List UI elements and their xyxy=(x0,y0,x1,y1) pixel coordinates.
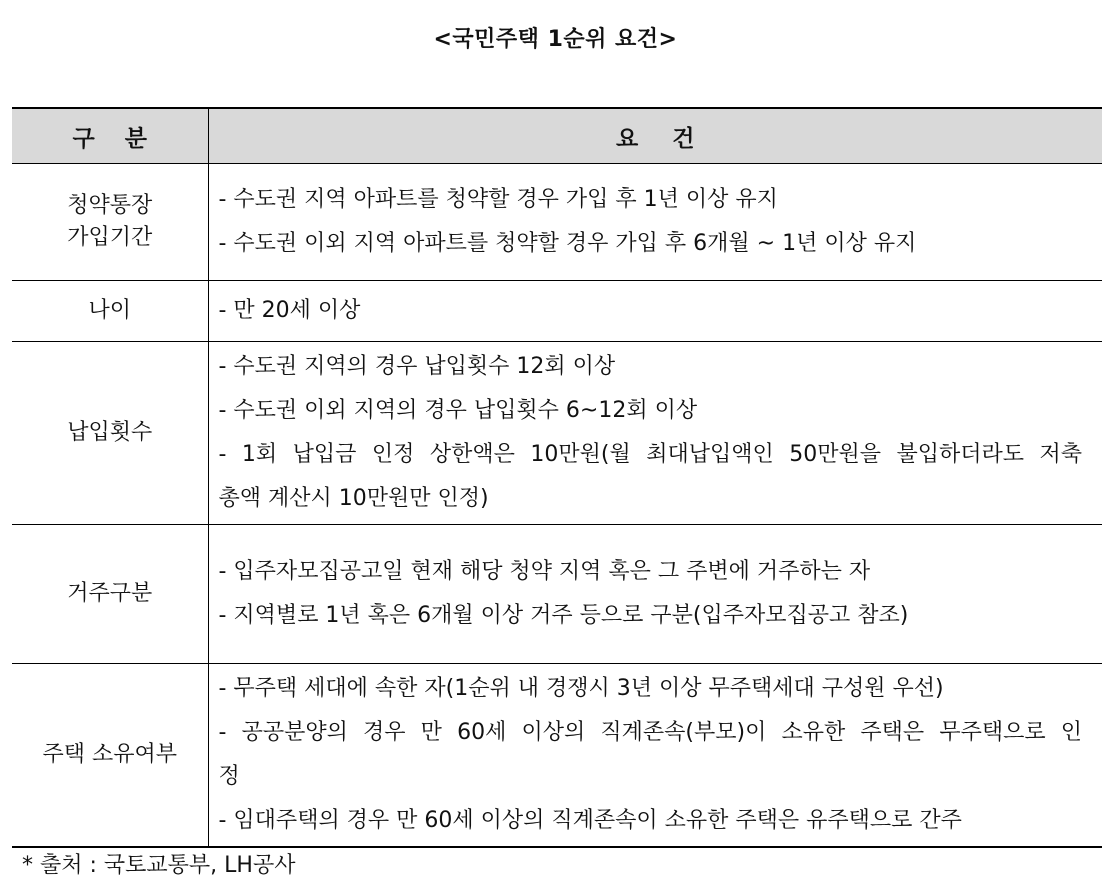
table-row xyxy=(12,664,1102,848)
requirement-line: - 만 20세 이상 xyxy=(218,298,361,323)
row-category xyxy=(12,342,208,525)
table-row xyxy=(12,164,1102,281)
row-category xyxy=(12,164,208,281)
row-category xyxy=(12,664,208,848)
requirement-line: - 수도권 이외 지역의 경우 납입횟수 6~12회 이상 xyxy=(218,398,698,423)
requirement-line: - 임대주택의 경우 만 60세 이상의 직계존속이 소유한 주택은 유주택으로 간주 xyxy=(218,808,962,833)
category-line: 청약통장 xyxy=(67,193,153,218)
table-row xyxy=(12,342,1102,525)
row-requirements xyxy=(208,342,1102,525)
table-header-row xyxy=(12,108,1102,164)
document-title: <국민주택 1순위 요건> xyxy=(433,27,678,52)
row-category xyxy=(12,525,208,664)
requirement-line: - 수도권 이외 지역 아파트를 청약할 경우 가입 후 6개월 ~ 1년 이상 유지 xyxy=(218,231,917,256)
requirement-line: - 지역별로 1년 혹은 6개월 이상 거주 등으로 구분(입주자모집공고 참조) xyxy=(218,603,909,628)
requirement-line: - 수도권 지역 아파트를 청약할 경우 가입 후 1년 이상 유지 xyxy=(218,187,778,212)
row-requirements xyxy=(208,525,1102,664)
requirement-line: - 공공분양의 경우 만 60세 이상의 직계존속(부모)이 소유한 주택은 무주택으로 인 xyxy=(218,720,1082,745)
row-requirements xyxy=(208,281,1102,342)
table-row xyxy=(12,281,1102,342)
table-row xyxy=(12,525,1102,664)
row-requirements xyxy=(208,164,1102,281)
requirement-line: - 입주자모집공고일 현재 해당 청약 지역 혹은 그 주변에 거주하는 자 xyxy=(218,559,871,584)
requirements-table xyxy=(12,107,1102,848)
category-line: 나이 xyxy=(88,298,131,323)
requirement-line: - 무주택 세대에 속한 자(1순위 내 경쟁시 3년 이상 무주택세대 구성원 우선) xyxy=(218,676,944,701)
requirement-line-continued: 총액 계산시 10만원만 인정) xyxy=(218,486,489,511)
source-footnote: * 출처 : 국토교통부, LH공사 xyxy=(22,853,296,878)
category-line: 거주구분 xyxy=(67,581,153,606)
header-category: 구 분 xyxy=(12,108,208,164)
category-line: 납입횟수 xyxy=(67,420,153,445)
category-line: 주택 소유여부 xyxy=(42,742,177,767)
row-requirements xyxy=(208,664,1102,848)
row-category xyxy=(12,281,208,342)
requirement-line: - 수도권 지역의 경우 납입횟수 12회 이상 xyxy=(218,354,616,379)
category-line: 가입기간 xyxy=(67,225,153,250)
requirement-line-continued: 정 xyxy=(218,764,240,789)
requirement-line: - 1회 납입금 인정 상한액은 10만원(월 최대납입액인 50만원을 불입하더라도 저축 xyxy=(218,442,1082,467)
header-requirements: 요 건 xyxy=(208,108,1102,164)
